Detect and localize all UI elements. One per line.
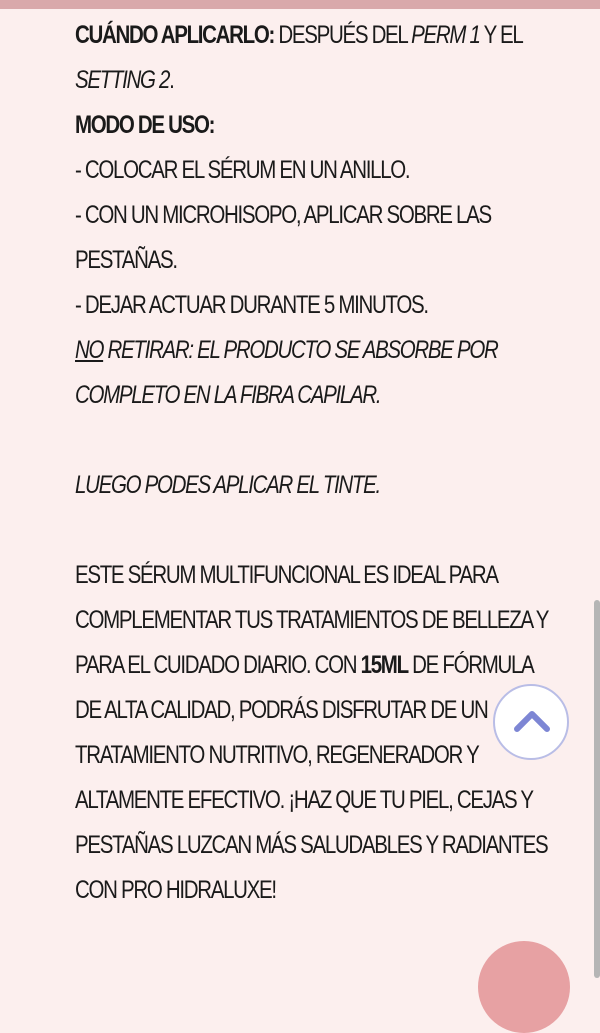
description-line-1: ESTE SÉRUM MULTIFUNCIONAL ES IDEAL PARA bbox=[75, 561, 498, 589]
top-header-bar bbox=[0, 0, 600, 9]
usage-step-1: - COLOCAR EL SÉRUM EN UN ANILLO. bbox=[75, 156, 410, 184]
text-segment: RETIRAR: EL PRODUCTO SE ABSORBE POR bbox=[103, 336, 498, 364]
perm-term: PERM 1 bbox=[411, 21, 480, 49]
text-segment: PARA EL CUIDADO DIARIO. CON bbox=[75, 651, 361, 679]
text-segment: Y EL bbox=[479, 21, 523, 49]
spacer bbox=[75, 508, 545, 553]
description-line-3 bbox=[75, 643, 545, 688]
chevron-up-icon bbox=[513, 708, 551, 734]
when-to-apply-line bbox=[75, 13, 545, 58]
volume-highlight: 15ML bbox=[360, 651, 408, 679]
description-line-6: ALTAMENTE EFECTIVO. ¡HAZ QUE TU PIEL, CEJAS Y bbox=[75, 786, 533, 814]
spacer bbox=[75, 418, 545, 463]
description-line-7: PESTAÑAS LUZCAN MÁS SALUDABLES Y RADIANTES bbox=[75, 831, 548, 859]
description-line-2: COMPLEMENTAR TUS TRATAMIENTOS DE BELLEZA Y bbox=[75, 606, 549, 634]
warning-note-cont: COMPLETO EN LA FIBRA CAPILAR. bbox=[75, 381, 381, 409]
text-segment: . bbox=[169, 66, 174, 94]
scrollbar-thumb[interactable] bbox=[594, 600, 600, 978]
warning-no: NO bbox=[75, 336, 104, 364]
floating-action-button[interactable] bbox=[478, 941, 570, 1033]
description-line-8: CON PRO HIDRALUXE! bbox=[75, 876, 276, 904]
product-description bbox=[75, 13, 549, 913]
text-segment: DE FÓRMULA bbox=[407, 651, 534, 679]
scroll-to-top-button[interactable] bbox=[493, 684, 569, 760]
usage-label: MODO DE USO: bbox=[75, 111, 215, 139]
when-to-apply-label: CUÁNDO APLICARLO: bbox=[75, 21, 275, 49]
description-line-5: TRATAMIENTO NUTRITIVO, REGENERADOR Y bbox=[75, 741, 479, 769]
text-segment: DESPUÉS DEL bbox=[274, 21, 412, 49]
warning-note bbox=[75, 328, 545, 373]
usage-step-2: - CON UN MICROHISOPO, APLICAR SOBRE LAS bbox=[75, 201, 491, 229]
setting-term: SETTING 2 bbox=[75, 66, 170, 94]
description-line-4: DE ALTA CALIDAD, PODRÁS DISFRUTAR DE UN bbox=[75, 696, 488, 724]
usage-step-2-cont: PESTAÑAS. bbox=[75, 246, 177, 274]
usage-step-3: - DEJAR ACTUAR DURANTE 5 MINUTOS. bbox=[75, 291, 428, 319]
tint-note: LUEGO PODES APLICAR EL TINTE. bbox=[75, 471, 380, 499]
when-to-apply-line-2 bbox=[75, 58, 545, 103]
